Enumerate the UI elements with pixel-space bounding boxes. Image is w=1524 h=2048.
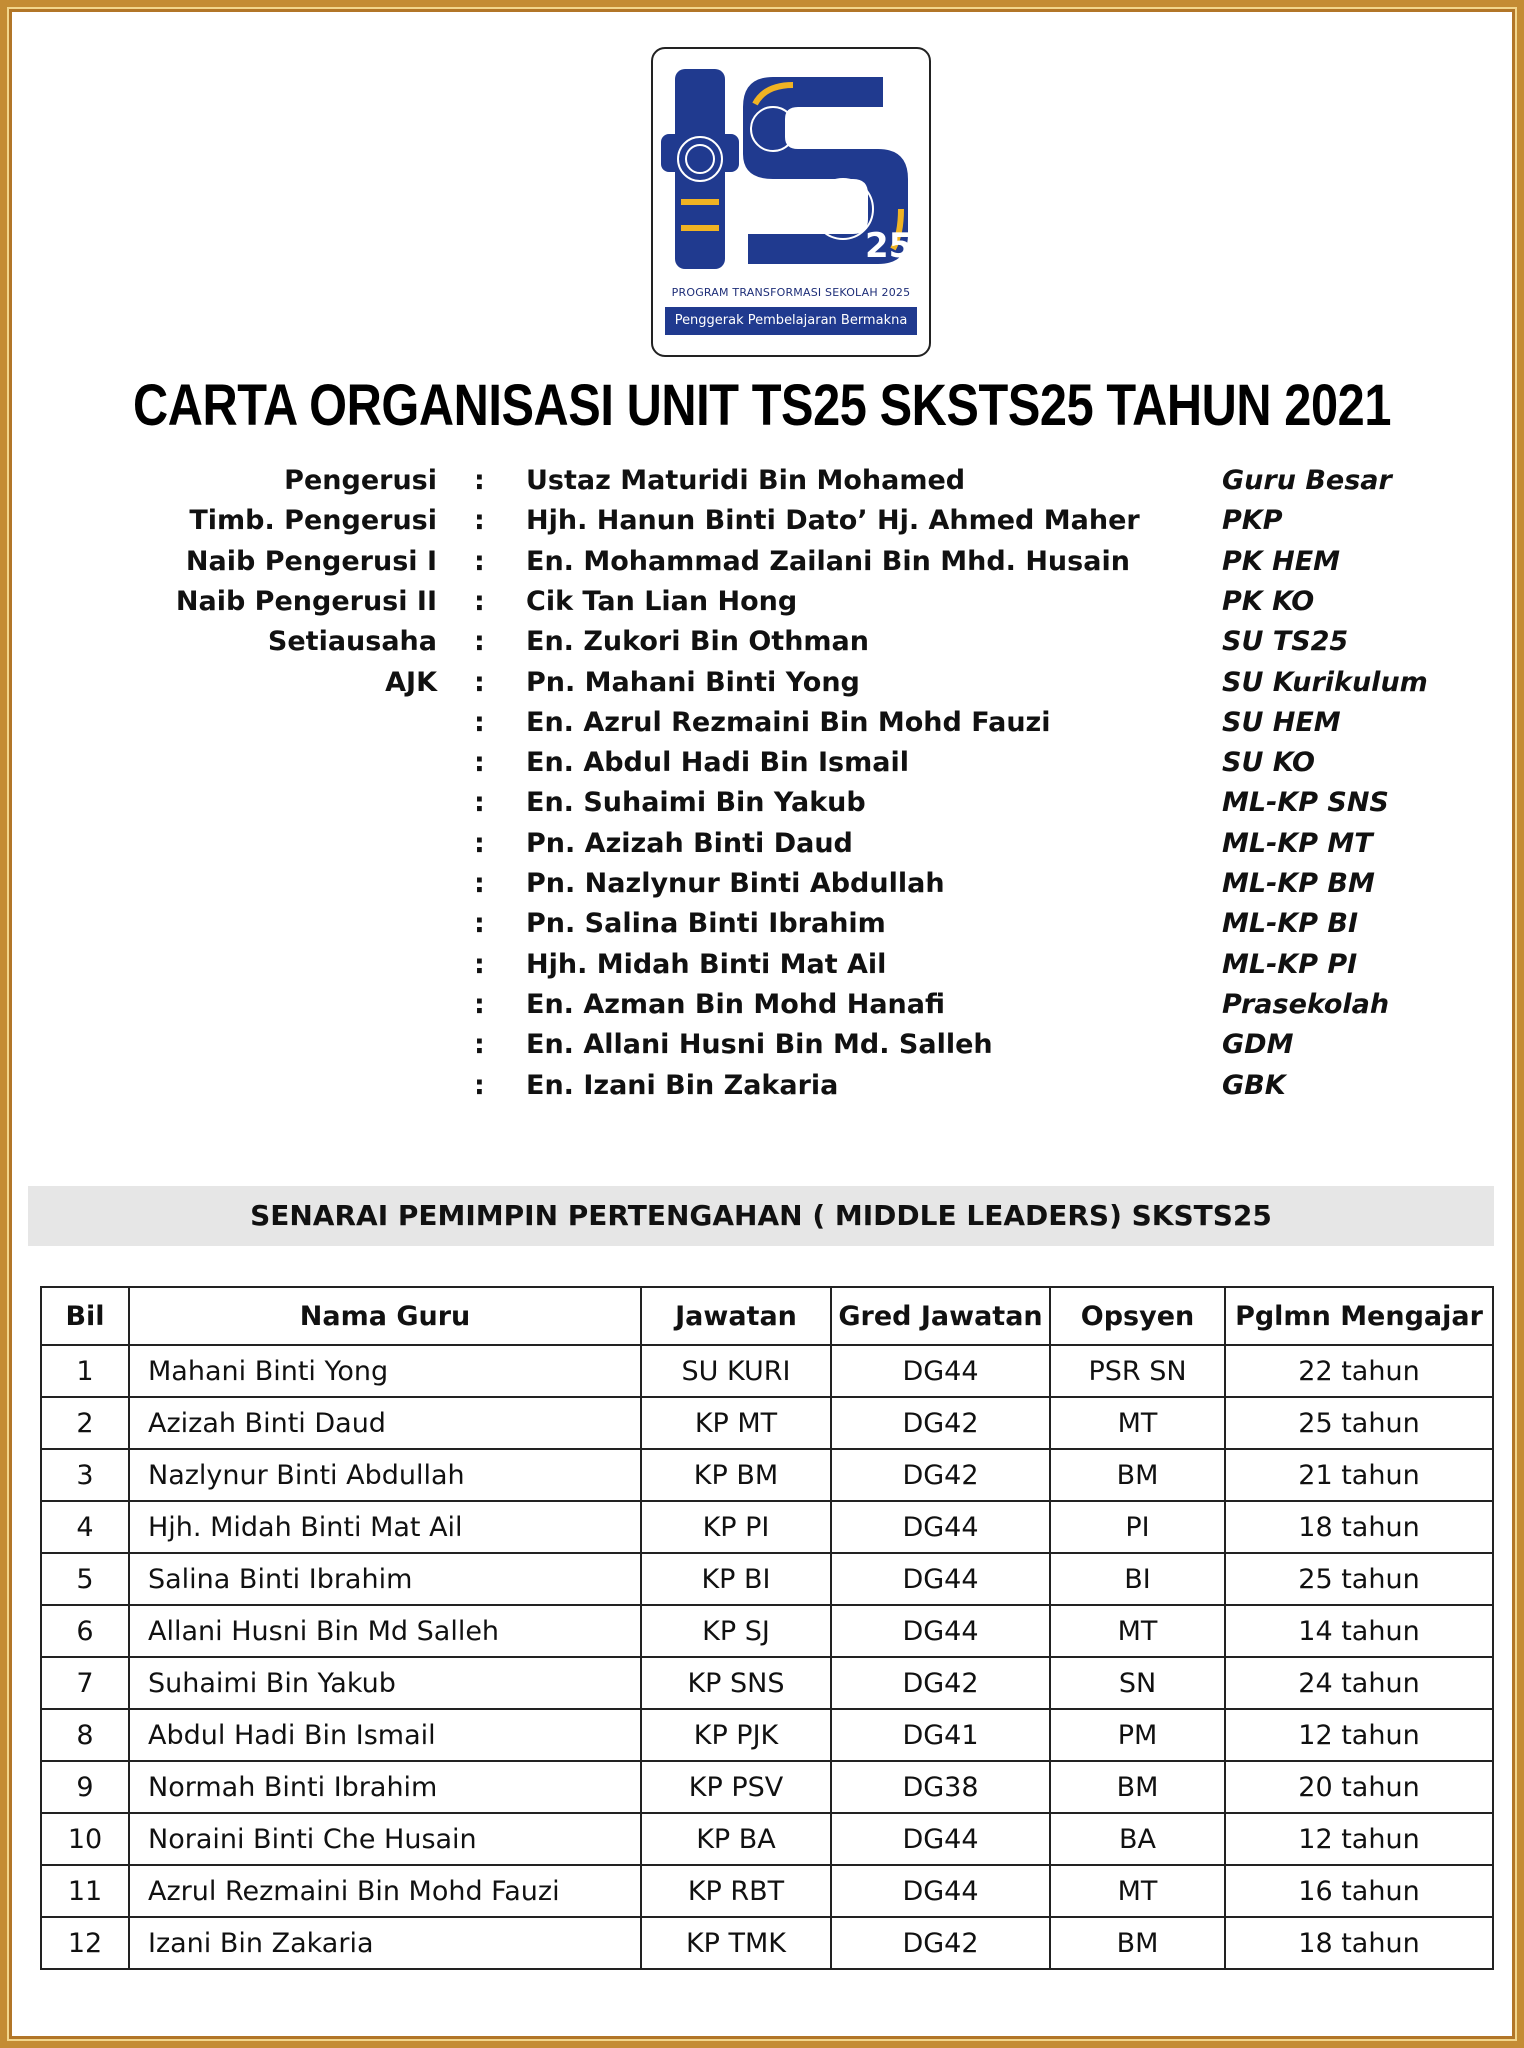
cell-opsyen: BM: [1050, 1449, 1225, 1501]
cell-pglmn-mengajar: 16 tahun: [1225, 1865, 1493, 1917]
cell-nama-guru: Azrul Rezmaini Bin Mohd Fauzi: [129, 1865, 641, 1917]
org-row: [0, 582, 1524, 622]
table-row: [41, 1761, 1493, 1813]
org-member-name: Pn. Nazlynur Binti Abdullah: [526, 868, 945, 899]
org-row: [0, 461, 1524, 501]
org-member-post: PKP: [1222, 505, 1283, 537]
page-title: CARTA ORGANISASI UNIT TS25 SKSTS25 TAHUN 2021: [133, 373, 1391, 438]
org-row: [0, 542, 1524, 582]
cell-pglmn-mengajar: 22 tahun: [1225, 1345, 1493, 1397]
org-colon: :: [474, 948, 485, 980]
cell-nama-guru: Suhaimi Bin Yakub: [129, 1657, 641, 1709]
cell-bil: 8: [41, 1709, 129, 1761]
cell-nama-guru: Normah Binti Ibrahim: [129, 1761, 641, 1813]
cell-jawatan: KP PI: [641, 1501, 831, 1553]
middle-leaders-heading: SENARAI PEMIMPIN PERTENGAHAN ( MIDDLE LEADERS) SKSTS25: [28, 1186, 1494, 1246]
org-row: [0, 945, 1524, 985]
cell-nama-guru: Mahani Binti Yong: [129, 1345, 641, 1397]
cell-pglmn-mengajar: 25 tahun: [1225, 1397, 1493, 1449]
org-member-name: Pn. Salina Binti Ibrahim: [526, 908, 886, 940]
cell-gred-jawatan: DG38: [831, 1761, 1050, 1813]
org-role: Timb. Pengerusi: [189, 505, 437, 537]
cell-pglmn-mengajar: 14 tahun: [1225, 1605, 1493, 1657]
cell-pglmn-mengajar: 21 tahun: [1225, 1449, 1493, 1501]
cell-bil: 12: [41, 1917, 129, 1969]
cell-opsyen: PSR SN: [1050, 1345, 1225, 1397]
table-row: [41, 1345, 1493, 1397]
column-header-pglmn-mengajar: Pglmn Mengajar: [1225, 1287, 1493, 1345]
org-member-post: SU HEM: [1222, 706, 1341, 738]
org-colon: :: [474, 988, 485, 1020]
cell-pglmn-mengajar: 18 tahun: [1225, 1501, 1493, 1553]
org-colon: :: [474, 545, 485, 577]
cell-jawatan: KP SJ: [641, 1605, 831, 1657]
cell-opsyen: BI: [1050, 1553, 1225, 1605]
cell-gred-jawatan: DG44: [831, 1501, 1050, 1553]
org-row: [0, 1025, 1524, 1065]
org-member-name: En. Suhaimi Bin Yakub: [526, 787, 866, 819]
ts25-logo: [651, 47, 931, 357]
column-header-gred-jawatan: Gred Jawatan: [831, 1287, 1050, 1345]
table-body: [41, 1345, 1493, 1969]
cell-bil: 1: [41, 1345, 129, 1397]
org-row: [0, 1066, 1524, 1106]
cell-gred-jawatan: DG44: [831, 1813, 1050, 1865]
cell-gred-jawatan: DG44: [831, 1553, 1050, 1605]
cell-pglmn-mengajar: 25 tahun: [1225, 1553, 1493, 1605]
org-member-post: SU KO: [1222, 747, 1315, 779]
cell-nama-guru: Allani Husni Bin Md Salleh: [129, 1605, 641, 1657]
middle-leaders-table: [40, 1286, 1494, 1970]
column-header-nama-guru: Nama Guru: [129, 1287, 641, 1345]
org-row: [0, 703, 1524, 743]
org-row: [0, 783, 1524, 823]
org-colon: :: [474, 666, 485, 698]
cell-bil: 9: [41, 1761, 129, 1813]
org-member-post: Prasekolah: [1222, 988, 1390, 1020]
cell-pglmn-mengajar: 12 tahun: [1225, 1709, 1493, 1761]
cell-nama-guru: Noraini Binti Che Husain: [129, 1813, 641, 1865]
org-member-name: En. Azman Bin Mohd Hanafi: [526, 988, 946, 1020]
cell-pglmn-mengajar: 24 tahun: [1225, 1657, 1493, 1709]
org-row: [0, 501, 1524, 541]
cell-gred-jawatan: DG41: [831, 1709, 1050, 1761]
cell-jawatan: KP BA: [641, 1813, 831, 1865]
cell-bil: 3: [41, 1449, 129, 1501]
logo-mark-text: 25: [865, 226, 913, 266]
table-row: [41, 1657, 1493, 1709]
org-member-name: En. Mohammad Zailani Bin Mhd. Husain: [526, 545, 1130, 577]
org-row: [0, 663, 1524, 703]
cell-gred-jawatan: DG42: [831, 1657, 1050, 1709]
cell-opsyen: MT: [1050, 1605, 1225, 1657]
table-row: [41, 1397, 1493, 1449]
org-member-name: En. Zukori Bin Othman: [526, 626, 869, 658]
org-member-name: Hjh. Midah Binti Mat Ail: [526, 948, 887, 980]
org-member-post: SU TS25: [1222, 626, 1349, 658]
cell-bil: 5: [41, 1553, 129, 1605]
cell-jawatan: KP PSV: [641, 1761, 831, 1813]
cell-jawatan: KP BM: [641, 1449, 831, 1501]
org-member-name: Ustaz Maturidi Bin Mohamed: [526, 465, 966, 496]
org-role: Naib Pengerusi I: [185, 545, 437, 577]
cell-nama-guru: Abdul Hadi Bin Ismail: [129, 1709, 641, 1761]
org-colon: :: [474, 465, 485, 496]
org-row: [0, 985, 1524, 1025]
org-member-name: En. Izani Bin Zakaria: [526, 1069, 839, 1101]
cell-bil: 10: [41, 1813, 129, 1865]
org-colon: :: [474, 868, 485, 899]
cell-gred-jawatan: DG44: [831, 1345, 1050, 1397]
org-member-name: Hjh. Hanun Binti Dato’ Hj. Ahmed Maher: [526, 505, 1140, 537]
org-member-post: ML-KP BM: [1222, 868, 1375, 899]
column-header-opsyen: Opsyen: [1050, 1287, 1225, 1345]
org-member-name: Cik Tan Lian Hong: [526, 585, 798, 617]
org-role: AJK: [385, 666, 437, 698]
cell-jawatan: KP MT: [641, 1397, 831, 1449]
org-row: [0, 824, 1524, 864]
org-colon: :: [474, 505, 485, 537]
org-member-post: PK HEM: [1222, 545, 1341, 577]
org-role: Naib Pengerusi II: [175, 585, 437, 617]
cell-nama-guru: Izani Bin Zakaria: [129, 1917, 641, 1969]
table-row: [41, 1501, 1493, 1553]
org-member-post: GDM: [1222, 1029, 1294, 1061]
table-row: [41, 1917, 1493, 1969]
org-member-name: Pn. Azizah Binti Daud: [526, 827, 853, 859]
cell-opsyen: SN: [1050, 1657, 1225, 1709]
org-member-name: En. Abdul Hadi Bin Ismail: [526, 747, 909, 779]
org-colon: :: [474, 908, 485, 940]
org-member-post: ML-KP PI: [1222, 948, 1358, 980]
table-row: [41, 1865, 1493, 1917]
org-colon: :: [474, 1029, 485, 1061]
org-member-post: GBK: [1222, 1069, 1286, 1101]
table-row: [41, 1449, 1493, 1501]
cell-jawatan: KP PJK: [641, 1709, 831, 1761]
org-colon: :: [474, 787, 485, 819]
org-row: [0, 904, 1524, 944]
cell-gred-jawatan: DG44: [831, 1865, 1050, 1917]
org-row: [0, 622, 1524, 662]
table-row: [41, 1813, 1493, 1865]
cell-nama-guru: Salina Binti Ibrahim: [129, 1553, 641, 1605]
cell-jawatan: KP BI: [641, 1553, 831, 1605]
logo-tagline: Penggerak Pembelajaran Bermakna: [665, 307, 917, 335]
org-colon: :: [474, 626, 485, 658]
org-member-name: En. Allani Husni Bin Md. Salleh: [526, 1029, 993, 1061]
cell-jawatan: KP SNS: [641, 1657, 831, 1709]
org-member-post: SU Kurikulum: [1222, 666, 1428, 698]
table-row: [41, 1709, 1493, 1761]
cell-bil: 7: [41, 1657, 129, 1709]
cell-opsyen: BM: [1050, 1761, 1225, 1813]
org-colon: :: [474, 585, 485, 617]
cell-bil: 6: [41, 1605, 129, 1657]
cell-nama-guru: Nazlynur Binti Abdullah: [129, 1449, 641, 1501]
table-row: [41, 1553, 1493, 1605]
table-row: [41, 1605, 1493, 1657]
cell-gred-jawatan: DG42: [831, 1397, 1050, 1449]
cell-pglmn-mengajar: 12 tahun: [1225, 1813, 1493, 1865]
column-header-bil: Bil: [41, 1287, 129, 1345]
org-row: [0, 743, 1524, 783]
cell-opsyen: MT: [1050, 1397, 1225, 1449]
org-row: [0, 864, 1524, 904]
cell-pglmn-mengajar: 20 tahun: [1225, 1761, 1493, 1813]
org-colon: :: [474, 747, 485, 779]
org-colon: :: [474, 827, 485, 859]
org-member-name: En. Azrul Rezmaini Bin Mohd Fauzi: [526, 706, 1051, 738]
cell-opsyen: BM: [1050, 1917, 1225, 1969]
cell-pglmn-mengajar: 18 tahun: [1225, 1917, 1493, 1969]
cell-gred-jawatan: DG44: [831, 1605, 1050, 1657]
table-header-row: [41, 1287, 1493, 1345]
ts25-logo-mark: [653, 49, 933, 284]
column-header-jawatan: Jawatan: [641, 1287, 831, 1345]
cell-bil: 11: [41, 1865, 129, 1917]
cell-nama-guru: Azizah Binti Daud: [129, 1397, 641, 1449]
cell-opsyen: BA: [1050, 1813, 1225, 1865]
org-member-post: Guru Besar: [1222, 465, 1392, 496]
org-member-post: ML-KP MT: [1222, 827, 1373, 859]
org-role: Pengerusi: [284, 465, 437, 496]
cell-bil: 4: [41, 1501, 129, 1553]
cell-bil: 2: [41, 1397, 129, 1449]
cell-jawatan: SU KURI: [641, 1345, 831, 1397]
org-member-post: ML-KP BI: [1222, 908, 1359, 940]
org-member-post: PK KO: [1222, 585, 1315, 617]
logo-caption: PROGRAM TRANSFORMASI SEKOLAH 2025: [671, 286, 911, 299]
cell-gred-jawatan: DG42: [831, 1917, 1050, 1969]
org-member-name: Pn. Mahani Binti Yong: [526, 666, 860, 698]
cell-opsyen: PI: [1050, 1501, 1225, 1553]
cell-opsyen: PM: [1050, 1709, 1225, 1761]
org-member-post: ML-KP SNS: [1222, 787, 1389, 819]
org-colon: :: [474, 1069, 485, 1101]
cell-jawatan: KP RBT: [641, 1865, 831, 1917]
cell-jawatan: KP TMK: [641, 1917, 831, 1969]
org-colon: :: [474, 706, 485, 738]
cell-gred-jawatan: DG42: [831, 1449, 1050, 1501]
cell-opsyen: MT: [1050, 1865, 1225, 1917]
cell-nama-guru: Hjh. Midah Binti Mat Ail: [129, 1501, 641, 1553]
org-role: Setiausaha: [267, 626, 437, 658]
